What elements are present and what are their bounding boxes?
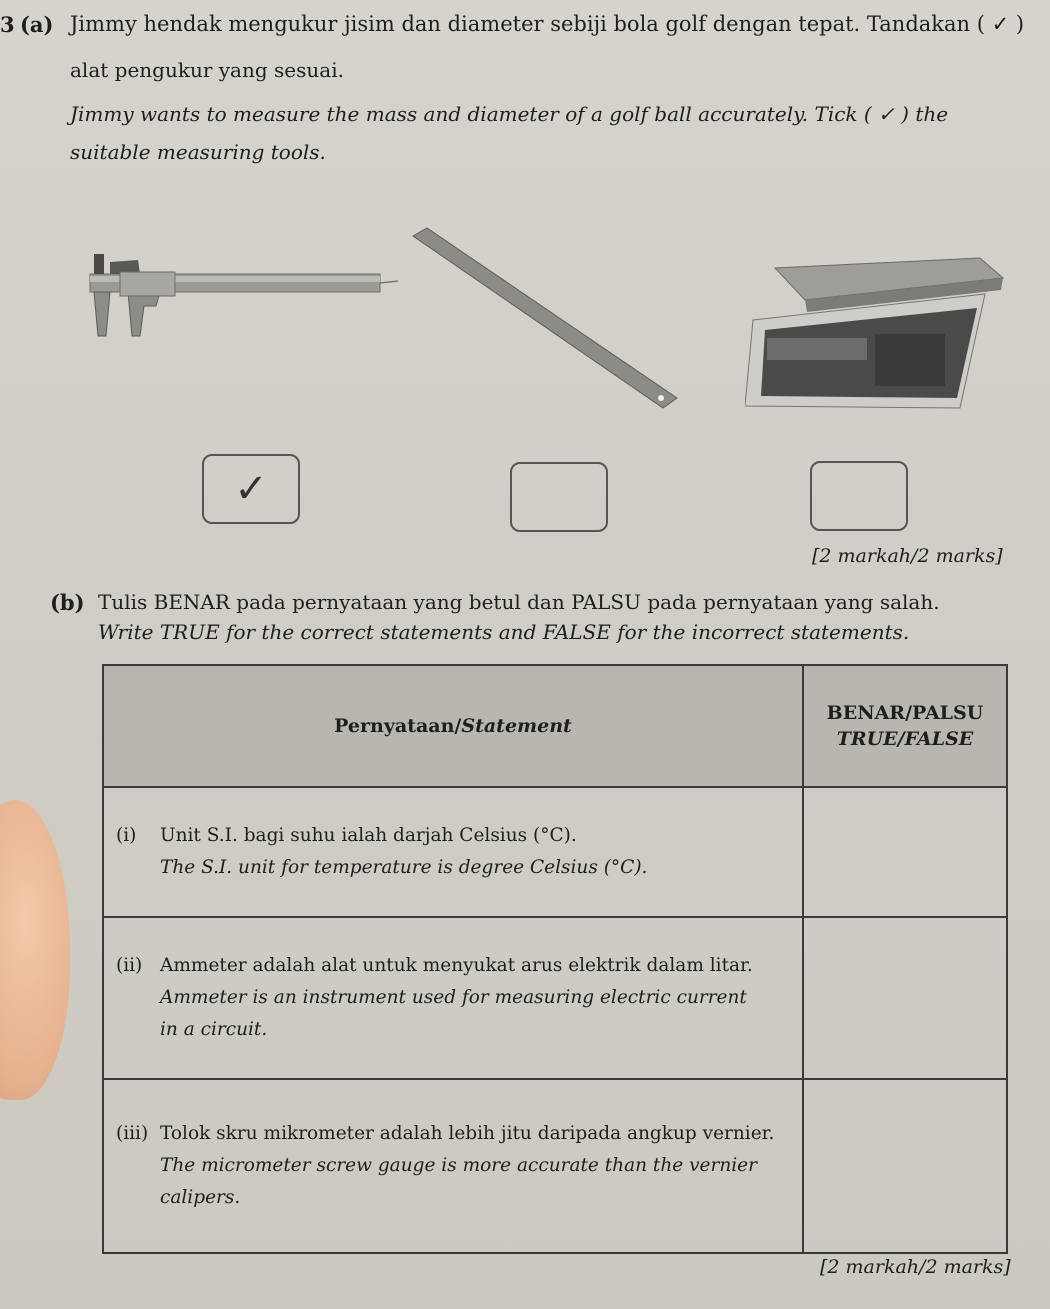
part-a-label: (a) — [20, 12, 54, 37]
digital-scale-image — [745, 238, 1010, 418]
statement-ii: (ii) Ammeter adalah alat untuk menyukat arus elektrik dalam litar. Ammeter is an instrument used for measuring electric current in a circuit. — [103, 917, 803, 1079]
checkmark-icon: ✓ — [234, 466, 268, 512]
part-a-malay-line2: alat pengukur yang sesuai. — [70, 58, 344, 82]
question-number: 3 — [0, 12, 15, 37]
part-a-marks: [2 markah/2 marks] — [812, 545, 1003, 567]
part-a-english-line1: Jimmy wants to measure the mass and diameter of a golf ball accurately. Tick ( ✓ ) the — [70, 102, 949, 126]
part-b-english-instruction: Write TRUE for the correct statements and FALSE for the incorrect statements. — [98, 620, 910, 644]
statement-iii: (iii) Tolok skru mikrometer adalah lebih jitu daripada angkup vernier. The micrometer screw gauge is more accurate than the vernier calipers. — [103, 1079, 803, 1253]
ruler-image — [405, 226, 685, 416]
part-b-label: (b) — [50, 590, 85, 615]
finger-photo — [0, 800, 70, 1100]
header-statement: Pernyataan/Statement — [103, 665, 803, 787]
statements-table — [102, 664, 1008, 1254]
vernier-caliper-image — [80, 236, 400, 346]
tickbox-ruler[interactable] — [510, 462, 608, 532]
tickbox-digital-scale[interactable] — [810, 461, 908, 531]
table-row — [103, 1079, 1007, 1253]
answer-cell-ii[interactable] — [803, 917, 1007, 1079]
tickbox-vernier-caliper[interactable] — [202, 454, 300, 524]
part-b-malay-instruction: Tulis BENAR pada pernyataan yang betul dan PALSU pada pernyataan yang salah. — [98, 590, 940, 614]
header-true-false: BENAR/PALSU TRUE/FALSE — [803, 665, 1007, 787]
part-a-english-line2: suitable measuring tools. — [70, 140, 326, 164]
table-row — [103, 787, 1007, 917]
answer-cell-iii[interactable] — [803, 1079, 1007, 1253]
statement-i: (i) Unit S.I. bagi suhu ialah darjah Celsius (°C). The S.I. unit for temperature is degree Celsius (°C). — [103, 787, 803, 917]
answer-cell-i[interactable] — [803, 787, 1007, 917]
table-row — [103, 917, 1007, 1079]
part-a-malay-line1: Jimmy hendak mengukur jisim dan diameter sebiji bola golf dengan tepat. Tandakan ( ✓ ) — [70, 12, 1025, 36]
part-b-marks: [2 markah/2 marks] — [820, 1256, 1011, 1278]
